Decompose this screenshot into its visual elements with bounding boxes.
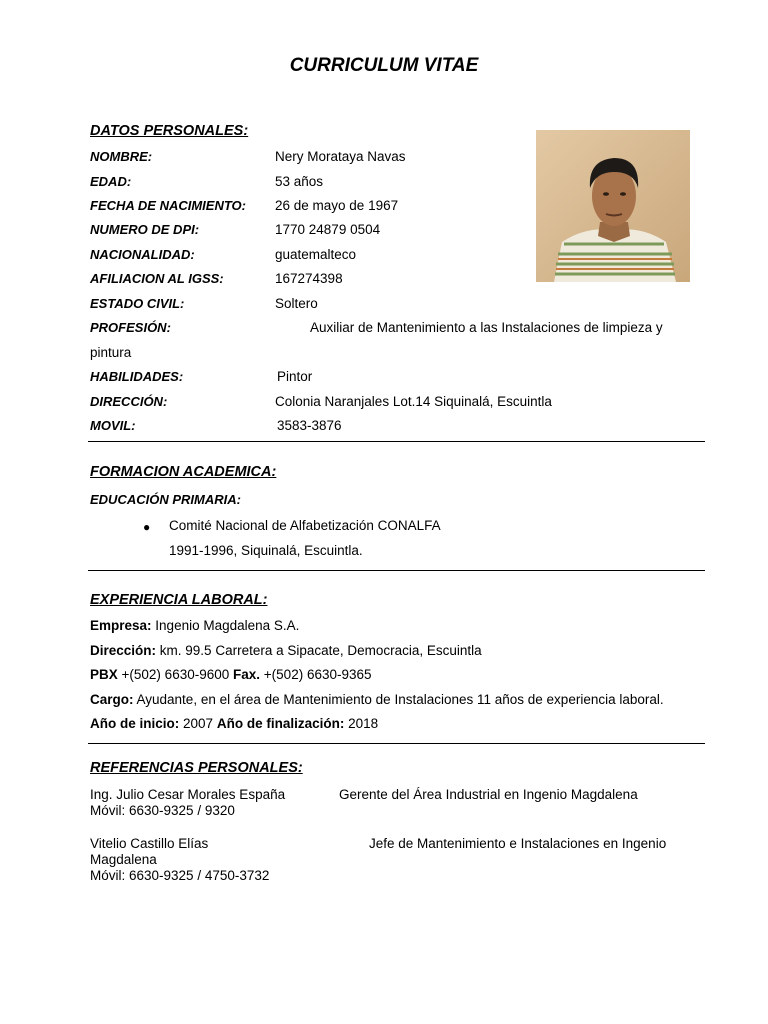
reference-1-role: Gerente del Área Industrial en Ingenio Magdalena bbox=[339, 787, 638, 802]
work-address-line bbox=[90, 643, 482, 658]
years-line bbox=[90, 716, 378, 731]
company-value: Ingenio Magdalena S.A. bbox=[155, 618, 300, 633]
nationality-value: guatemalteco bbox=[275, 247, 357, 262]
name-value: Nery Morataya Navas bbox=[275, 149, 406, 164]
reference-2-phone: Móvil: 6630-9325 / 4750-3732 bbox=[90, 868, 270, 883]
dpi-label: NUMERO DE DPI: bbox=[90, 222, 200, 237]
igss-value: 167274398 bbox=[275, 271, 343, 286]
civil-status-label: ESTADO CIVIL: bbox=[90, 296, 185, 311]
section-divider bbox=[88, 441, 705, 442]
company-line bbox=[90, 618, 299, 633]
pbx-value: +(502) 6630-9600 bbox=[121, 667, 230, 682]
start-year-value: 2007 bbox=[183, 716, 214, 731]
phone-line bbox=[90, 667, 372, 682]
fax-value: +(502) 6630-9365 bbox=[263, 667, 372, 682]
age-label: EDAD: bbox=[90, 174, 132, 189]
reference-1-name: Ing. Julio Cesar Morales España bbox=[90, 787, 286, 802]
civil-status-value: Soltero bbox=[275, 296, 318, 311]
birthdate-value: 26 de mayo de 1967 bbox=[275, 198, 399, 213]
mobile-value: 3583-3876 bbox=[277, 418, 342, 433]
reference-2-name: Vitelio Castillo Elías bbox=[90, 836, 209, 851]
portrait-image-icon bbox=[536, 130, 690, 282]
end-year-label: Año de finalización: bbox=[216, 716, 345, 731]
birthdate-label: FECHA DE NACIMIENTO: bbox=[90, 198, 246, 213]
bullet-icon: ● bbox=[143, 520, 151, 534]
experience-heading: EXPERIENCIA LABORAL: bbox=[90, 592, 268, 608]
mobile-label: MOVIL: bbox=[90, 418, 136, 433]
dpi-value: 1770 24879 0504 bbox=[275, 222, 381, 237]
skills-value: Pintor bbox=[277, 369, 313, 384]
primary-education-subheading: EDUCACIÓN PRIMARIA: bbox=[90, 492, 241, 507]
section-divider bbox=[88, 743, 705, 744]
profession-value: Auxiliar de Mantenimiento a las Instalaciones de limpieza y bbox=[310, 320, 663, 335]
personal-data-heading: DATOS PERSONALES: bbox=[90, 123, 249, 139]
reference-1-phone: Móvil: 6630-9325 / 9320 bbox=[90, 803, 235, 818]
position-label: Cargo: bbox=[90, 692, 134, 707]
section-divider bbox=[88, 570, 705, 571]
nationality-label: NACIONALIDAD: bbox=[90, 247, 195, 262]
address-label: DIRECCIÓN: bbox=[90, 394, 168, 409]
document-title: CURRICULUM VITAE bbox=[289, 55, 479, 76]
company-label: Empresa: bbox=[90, 618, 152, 633]
name-label: NOMBRE: bbox=[90, 149, 153, 164]
fax-label: Fax. bbox=[233, 667, 261, 682]
position-value: Ayudante, en el área de Mantenimiento de Instalaciones 11 años de experiencia laboral. bbox=[136, 692, 664, 707]
age-value: 53 años bbox=[275, 174, 324, 189]
work-address-label: Dirección: bbox=[90, 643, 157, 658]
references-heading: REFERENCIAS PERSONALES: bbox=[90, 760, 303, 776]
profession-label: PROFESIÓN: bbox=[90, 320, 171, 335]
education-institution: Comité Nacional de Alfabetización CONALFA bbox=[169, 518, 441, 533]
reference-2-role-continued: Magdalena bbox=[90, 852, 157, 867]
work-address-value: km. 99.5 Carretera a Sipacate, Democracia, Escuintla bbox=[159, 643, 482, 658]
address-value: Colonia Naranjales Lot.14 Siquinalá, Escuintla bbox=[275, 394, 552, 409]
igss-label: AFILIACION AL IGSS: bbox=[90, 271, 224, 286]
end-year-value: 2018 bbox=[348, 716, 379, 731]
skills-label: HABILIDADES: bbox=[90, 369, 184, 384]
profile-photo bbox=[536, 130, 690, 282]
start-year-label: Año de inicio: bbox=[90, 716, 180, 731]
profession-value-continued: pintura bbox=[90, 345, 132, 360]
education-detail: 1991-1996, Siquinalá, Escuintla. bbox=[169, 543, 363, 558]
education-heading: FORMACION ACADEMICA: bbox=[90, 464, 277, 480]
position-line bbox=[90, 692, 664, 707]
reference-2-role: Jefe de Mantenimiento e Instalaciones en Ingenio bbox=[369, 836, 667, 851]
pbx-label: PBX bbox=[90, 667, 118, 682]
